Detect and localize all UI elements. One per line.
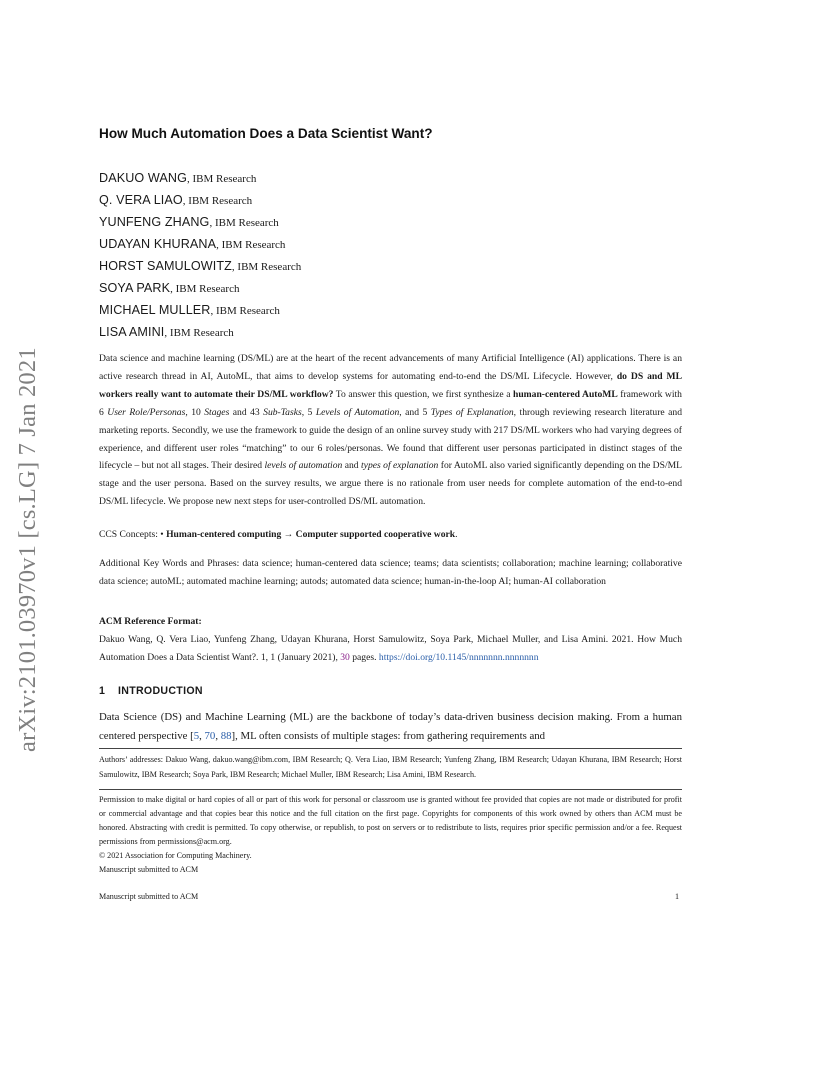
intro-text: Data Science (DS) and Machine Learning (ML) are the backbone of today’s data-driven business decision making. From a human centered perspective [ <box>99 711 682 742</box>
abstract-term: Types of Explanation <box>430 406 514 418</box>
author-name: LISA AMINI <box>99 325 165 339</box>
abstract-text: To answer this question, we first synthesize a <box>333 388 514 400</box>
permission-divider <box>99 789 682 790</box>
citation-separator: , <box>215 730 221 742</box>
copyright-line: © 2021 Association for Computing Machinery. <box>99 851 252 860</box>
author-entry <box>99 258 301 280</box>
permission-text: Permission to make digital or hard copies of all or part of this work for personal or classroom use is granted without fee provided that copies are not made or distributed for profit or commercial advantage and that copies bear this notice and the full citation on the first page. Copyrights for components of this work owned by others than ACM must be honored. Abstracting with credit is permitted. To copy otherwise, or republish, to post on servers or to redistribute to lists, requires prior specific permission and/or a fee. Request permissions from permissions@acm.org. <box>99 795 682 846</box>
abstract <box>99 350 682 511</box>
author-affiliation: , IBM Research <box>182 195 253 207</box>
author-affiliation: , IBM Research <box>210 305 280 317</box>
ccs-concept: Computer supported cooperative work <box>295 529 456 540</box>
author-entry <box>99 192 301 214</box>
author-affiliation: , IBM Research <box>187 173 257 185</box>
abstract-research-question: do DS and ML workers really want to automate their DS/ML workflow? <box>99 370 682 400</box>
author-name: UDAYAN KHURANA <box>99 237 217 251</box>
keywords: Additional Key Words and Phrases: data science; human-centered data science; teams; data scientists; collaboration; machine learning; collaborative data science; autoML; automated machine learning; autods; automated data science; human-in-the-loop AI; human-AI collaboration <box>99 558 682 587</box>
page-count-link[interactable]: 30 <box>340 652 350 663</box>
abstract-term: Stages <box>204 406 230 418</box>
intro-paragraph <box>99 708 682 746</box>
author-name: DAKUO WANG <box>99 171 187 185</box>
author-entry <box>99 236 301 258</box>
author-entry <box>99 324 301 346</box>
section-title: INTRODUCTION <box>118 685 203 697</box>
author-entry <box>99 302 301 324</box>
abstract-text: framework with 6 <box>99 388 682 418</box>
abstract-term: Sub-Tasks <box>263 406 302 418</box>
author-entry <box>99 280 301 302</box>
author-list <box>99 170 301 346</box>
submitted-line: Manuscript submitted to ACM <box>99 865 199 874</box>
author-name: SOYA PARK <box>99 281 171 295</box>
citation-link[interactable]: 70 <box>204 730 216 742</box>
page-number: 1 <box>675 892 680 901</box>
acm-reference-heading: ACM Reference Format: <box>99 616 202 627</box>
author-name: HORST SAMULOWITZ <box>99 259 232 273</box>
abstract-text: , and 5 <box>399 406 431 418</box>
author-name: Q. VERA LIAO <box>99 193 183 207</box>
abstract-term: types of explanation <box>361 460 439 472</box>
author-affiliation: , IBM Research <box>209 217 279 229</box>
abstract-term: levels of automation <box>264 460 343 472</box>
author-name: YUNFENG ZHANG <box>99 215 210 229</box>
acm-reference-text: pages. <box>349 652 379 663</box>
abstract-framework-name: human-centered AutoML <box>513 388 618 400</box>
footnote-divider <box>99 748 682 749</box>
ccs-label: CCS Concepts: • <box>99 529 167 540</box>
abstract-text: for AutoML also varied significantly depending on the DS/ML stage and the user persona. Based on the survey results, we argue there is no rationale from user needs for complete automation of the end-to-end DS/ML lifecycle. We propose new next steps for user-controlled DS/ML automation. <box>99 460 683 508</box>
author-entry <box>99 214 301 236</box>
abstract-text: , 10 <box>185 406 205 418</box>
abstract-paragraph <box>99 350 682 511</box>
abstract-term: User Role/Personas <box>107 406 186 418</box>
section-number: 1 <box>99 685 106 697</box>
footer-manuscript-note: Manuscript submitted to ACM <box>99 892 199 901</box>
permission-notice <box>99 793 682 877</box>
ccs-concepts <box>99 528 682 542</box>
citation-link[interactable]: 88 <box>220 730 232 742</box>
author-affiliation: , IBM Research <box>216 239 286 251</box>
abstract-text: , 5 <box>301 406 316 418</box>
paper-title: How Much Automation Does a Data Scientist Want? <box>99 126 433 141</box>
author-affiliation: , IBM Research <box>164 327 234 339</box>
arxiv-stamp: arXiv:2101.03970v1 [cs.LG] 7 Jan 2021 <box>14 347 41 752</box>
abstract-text: and <box>342 460 362 472</box>
author-affiliation: , IBM Research <box>231 261 302 273</box>
section-heading <box>99 685 203 697</box>
citation-separator: , <box>199 730 205 742</box>
acm-reference <box>99 631 682 667</box>
intro-text: ], ML often consists of multiple stages: from gathering requirements and <box>231 730 546 742</box>
author-name: MICHAEL MULLER <box>99 303 211 317</box>
author-affiliation: , IBM Research <box>170 283 240 295</box>
authors-addresses-footnote: Authors’ addresses: Dakuo Wang, dakuo.wang@ibm.com, IBM Research; Q. Vera Liao, IBM Research; Yunfeng Zhang, IBM Research; Udayan Khurana, IBM Research; Horst Samulowitz, IBM Research; Soya Park, IBM Research; Michael Muller, IBM Research; Lisa Amini, IBM Research. <box>99 755 682 779</box>
abstract-text: , through reviewing research literature and marketing reports. Secondly, we use the framework to guide the design of an online survey study with 217 DS/ML workers who had varying degrees of experience, and different user roles “matching” to our 6 roles/personas. We found that different user personas participated in distinct stages of the lifecycle – but not all stages. Their desired <box>99 406 682 472</box>
abstract-text: and 43 <box>229 406 264 418</box>
ccs-concept: Human-centered computing <box>166 529 282 540</box>
ccs-arrow: → <box>281 529 296 540</box>
citation-link[interactable]: 5 <box>193 730 200 742</box>
abstract-term: Levels of Automation <box>315 406 400 418</box>
acm-reference-text: Dakuo Wang, Q. Vera Liao, Yunfeng Zhang, Udayan Khurana, Horst Samulowitz, Soya Park, Michael Muller, and Lisa Amini. 2021. How Much Automation Does a Data Scientist Want?. 1, 1 (January 2021), <box>99 634 682 663</box>
author-entry <box>99 170 301 192</box>
ccs-end: . <box>455 529 458 540</box>
abstract-text: Data science and machine learning (DS/ML) are at the heart of the recent advancements of many Artificial Intelligence (AI) applications. There is an active research thread in AI, AutoML, that aims to develop systems for automating end-to-end the DS/ML Lifecycle. However, <box>99 353 682 382</box>
doi-link[interactable]: https://doi.org/10.1145/nnnnnnn.nnnnnnn <box>378 652 539 663</box>
